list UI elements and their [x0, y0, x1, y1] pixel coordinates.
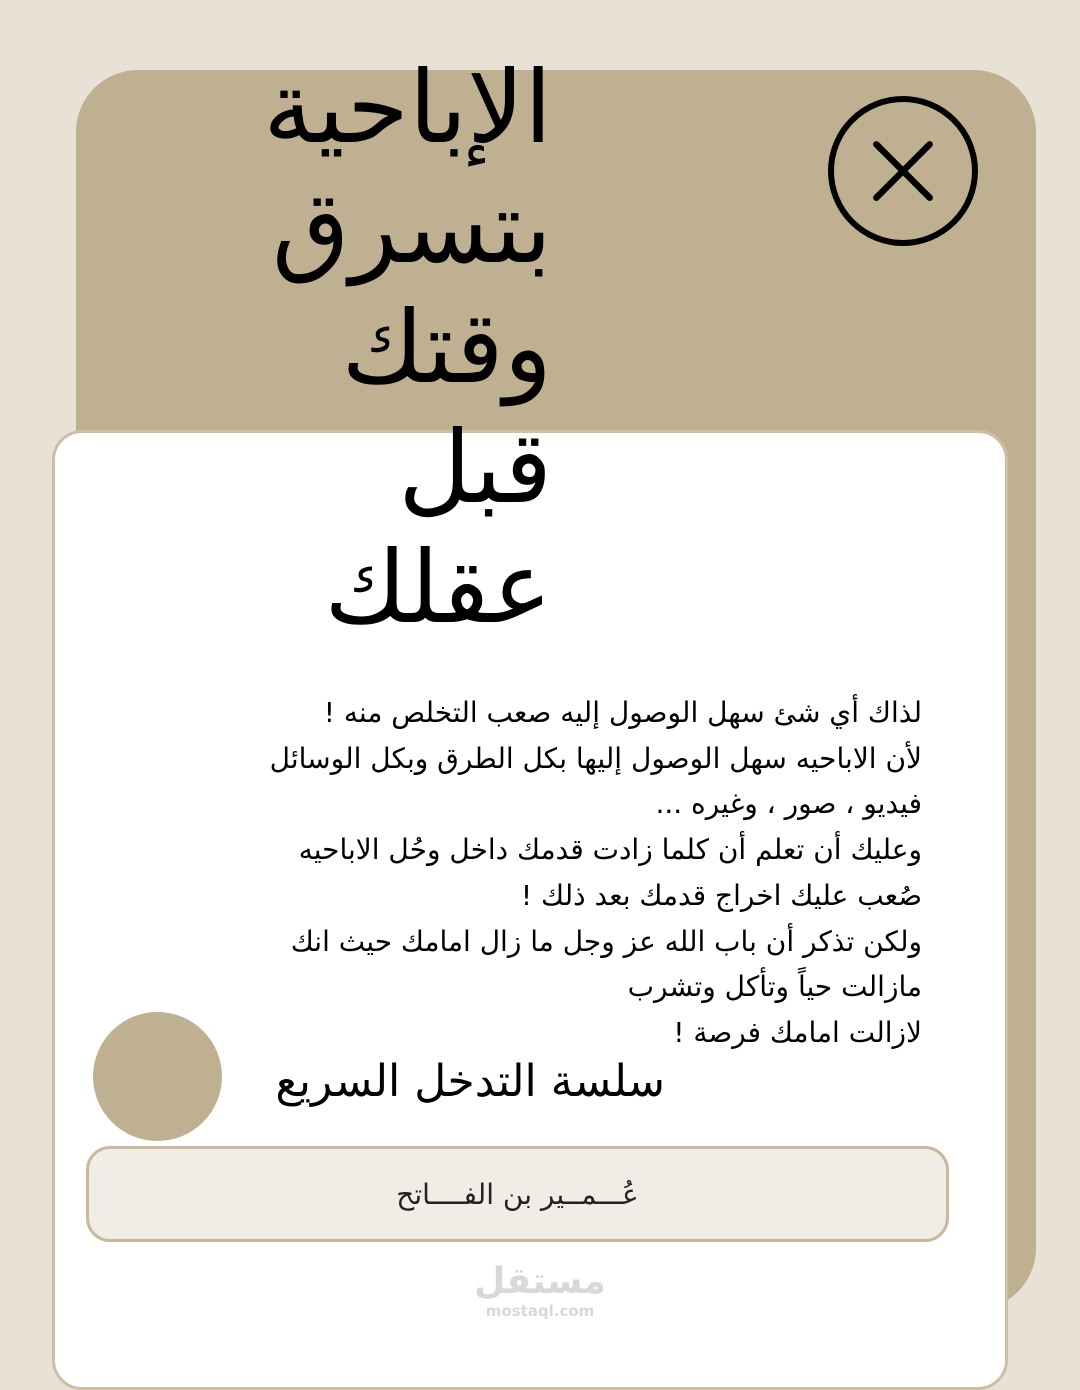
- body-line: فيديو ، صور ، وغيره ...: [655, 787, 922, 821]
- headline: [72, 48, 552, 648]
- body-line: صُعب عليك اخراج قدمك بعد ذلك !: [520, 878, 922, 912]
- watermark-logo: [455, 1262, 625, 1320]
- body-line: لازالت امامك فرصة !: [673, 1015, 922, 1049]
- headline-line: الإباحية: [263, 49, 552, 166]
- body-line: لذاك أي شئ سهل الوصول إليه صعب التخلص منه !: [323, 696, 922, 729]
- body-line: لأن الاباحيه سهل الوصول إليها بكل الطرق وبكل الوسائل: [269, 741, 922, 775]
- close-button[interactable]: [828, 96, 978, 246]
- author-name: عُـــمــير بن الفــــاتح: [396, 1177, 639, 1211]
- headline-line: وقتك: [341, 289, 552, 406]
- body-line: مازالت حياً وتأكل وتشرب: [627, 970, 922, 1004]
- body-paragraph: [162, 690, 922, 1056]
- headline-line: بتسرق: [272, 169, 552, 286]
- body-line: ولكن تذكر أن باب الله عز وجل ما زال امامك حيث انك: [290, 924, 922, 958]
- close-icon: [834, 102, 972, 240]
- author-box: [86, 1146, 949, 1242]
- body-line: وعليك أن تعلم أن كلما زادت قدمك داخل وحُل الاباحيه: [298, 833, 922, 867]
- watermark-latin: mostaql.com: [485, 1302, 595, 1320]
- watermark-arabic: مستقل: [474, 1261, 606, 1302]
- series-title: سلسة التدخل السريع: [275, 1056, 665, 1107]
- headline-line: قبل: [398, 409, 552, 526]
- headline-line: عقلك: [324, 529, 552, 646]
- decorative-circle: [93, 1012, 222, 1141]
